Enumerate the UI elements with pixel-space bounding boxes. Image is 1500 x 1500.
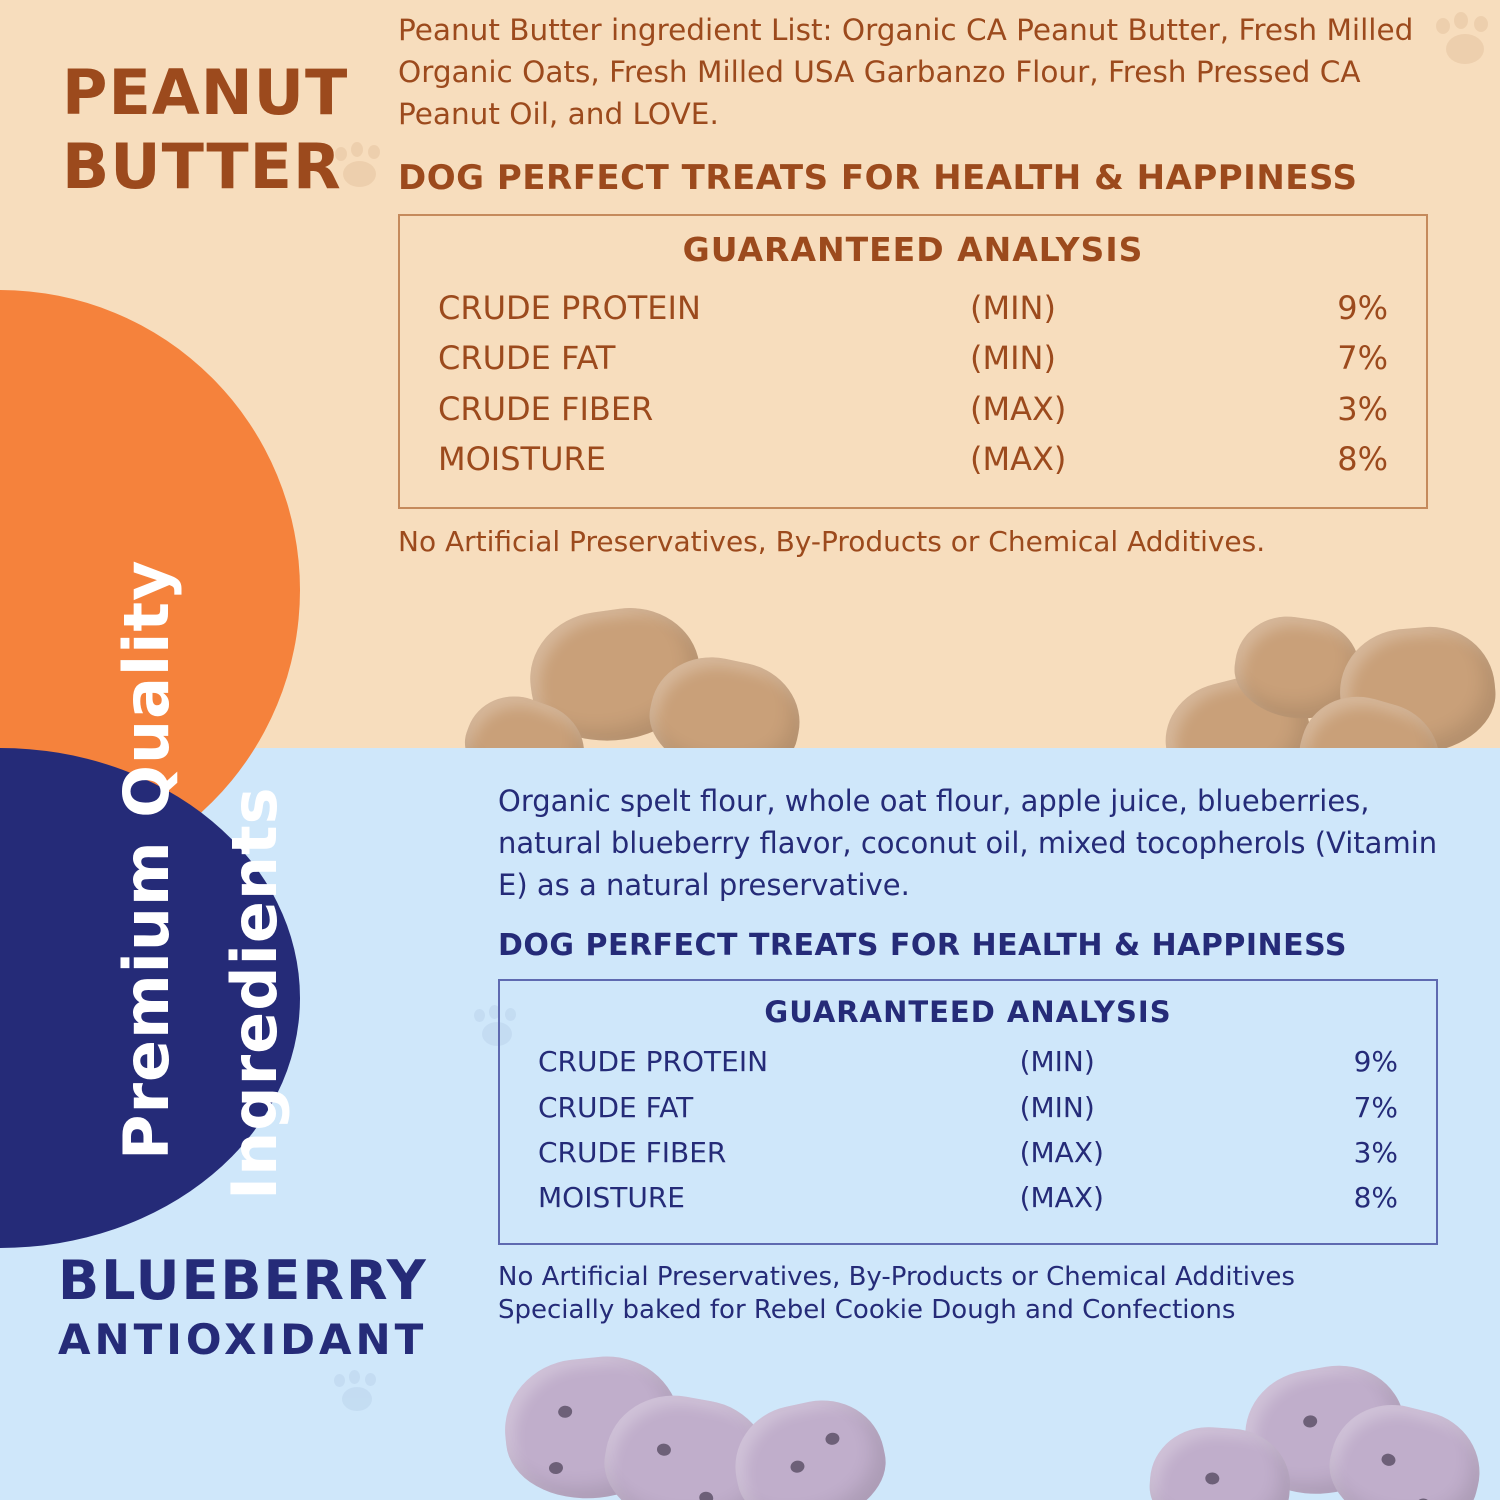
nutrient-bound: (MIN) xyxy=(1019,1045,1095,1079)
table-row xyxy=(538,1085,1398,1130)
badge-line1: Premium Quality xyxy=(110,559,183,1160)
nutrient-bound: (MAX) xyxy=(970,440,1067,479)
pb-analysis-title: GUARANTEED ANALYSIS xyxy=(682,229,1144,269)
bb-analysis-title: GUARANTEED ANALYSIS xyxy=(764,995,1172,1030)
nutrient-bound: (MIN) xyxy=(1019,1090,1095,1124)
nutrient-label: CRUDE PROTEIN xyxy=(538,1045,769,1079)
treat-cookie xyxy=(724,1389,896,1500)
bb-footnote-line1: No Artificial Preservatives, By-Products or Chemical Additives xyxy=(498,1261,1295,1292)
nutrient-value: 9% xyxy=(1337,288,1388,327)
table-row xyxy=(438,434,1388,485)
nutrient-bound: (MIN) xyxy=(970,339,1056,378)
nutrient-bound: (MAX) xyxy=(1019,1181,1104,1215)
nutrient-value: 7% xyxy=(1337,339,1388,378)
bb-title-line1: BLUEBERRY xyxy=(58,1249,428,1312)
bb-ingredient-list: Organic spelt flour, whole oat flour, apple juice, blueberries, natural blueberry flavor, coconut oil, mixed tocopherols (Vitamin E) as a natural preservative. xyxy=(498,784,1438,903)
table-row xyxy=(538,1130,1398,1175)
table-row xyxy=(438,384,1388,435)
nutrient-value: 3% xyxy=(1337,389,1388,428)
nutrient-label: MOISTURE xyxy=(538,1181,685,1215)
bb-tagline: DOG PERFECT TREATS FOR HEALTH & HAPPINESS xyxy=(498,928,1347,964)
peanut-butter-content xyxy=(398,10,1428,558)
bb-analysis-rows xyxy=(538,1039,1398,1220)
pb-analysis-rows xyxy=(438,283,1388,485)
blueberry-content xyxy=(498,780,1438,1328)
bb-title-line2: ANTIOXIDANT xyxy=(58,1314,428,1364)
bb-footnote xyxy=(498,1261,1438,1329)
nutrient-label: CRUDE FAT xyxy=(538,1090,694,1124)
table-row xyxy=(438,333,1388,384)
paw-print-icon xyxy=(1430,10,1500,80)
pb-ingredient-list: Peanut Butter ingredient List: Organic CA Peanut Butter, Fresh Milled Organic Oats, Fresh Milled USA Garbanzo Flour, Fresh Pressed CA Peanut Oil, and LOVE. xyxy=(398,13,1414,131)
table-row xyxy=(538,1175,1398,1220)
pb-guaranteed-analysis-box xyxy=(398,214,1428,509)
pb-footnote: No Artificial Preservatives, By-Products or Chemical Additives. xyxy=(398,524,1266,558)
table-row xyxy=(438,283,1388,334)
nutrient-value: 9% xyxy=(1353,1045,1398,1079)
nutrient-label: CRUDE PROTEIN xyxy=(438,288,701,327)
bb-guaranteed-analysis-box xyxy=(498,979,1438,1244)
nutrient-bound: (MAX) xyxy=(1019,1135,1104,1169)
bb-footnote-line2: Specially baked for Rebel Cookie Dough and Confections xyxy=(498,1295,1236,1326)
table-row xyxy=(538,1039,1398,1084)
nutrient-label: CRUDE FIBER xyxy=(438,389,654,428)
nutrient-label: MOISTURE xyxy=(438,440,606,479)
nutrient-value: 7% xyxy=(1353,1090,1398,1124)
nutrient-value: 8% xyxy=(1337,440,1388,479)
nutrient-bound: (MIN) xyxy=(970,288,1056,327)
pb-tagline: DOG PERFECT TREATS FOR HEALTH & HAPPINESS xyxy=(398,157,1358,198)
pb-title-line1: PEANUT xyxy=(62,56,349,129)
peanut-butter-title xyxy=(62,56,402,203)
badge-line2: Ingredients xyxy=(218,786,291,1200)
nutrient-value: 8% xyxy=(1353,1181,1398,1215)
blueberry-title xyxy=(58,1249,458,1364)
paw-print-icon xyxy=(330,1368,385,1423)
nutrient-bound: (MAX) xyxy=(970,389,1067,428)
nutrient-value: 3% xyxy=(1353,1135,1398,1169)
pb-title-line2: BUTTER xyxy=(62,130,342,203)
nutrient-label: CRUDE FIBER xyxy=(538,1135,727,1169)
nutrient-label: CRUDE FAT xyxy=(438,339,616,378)
